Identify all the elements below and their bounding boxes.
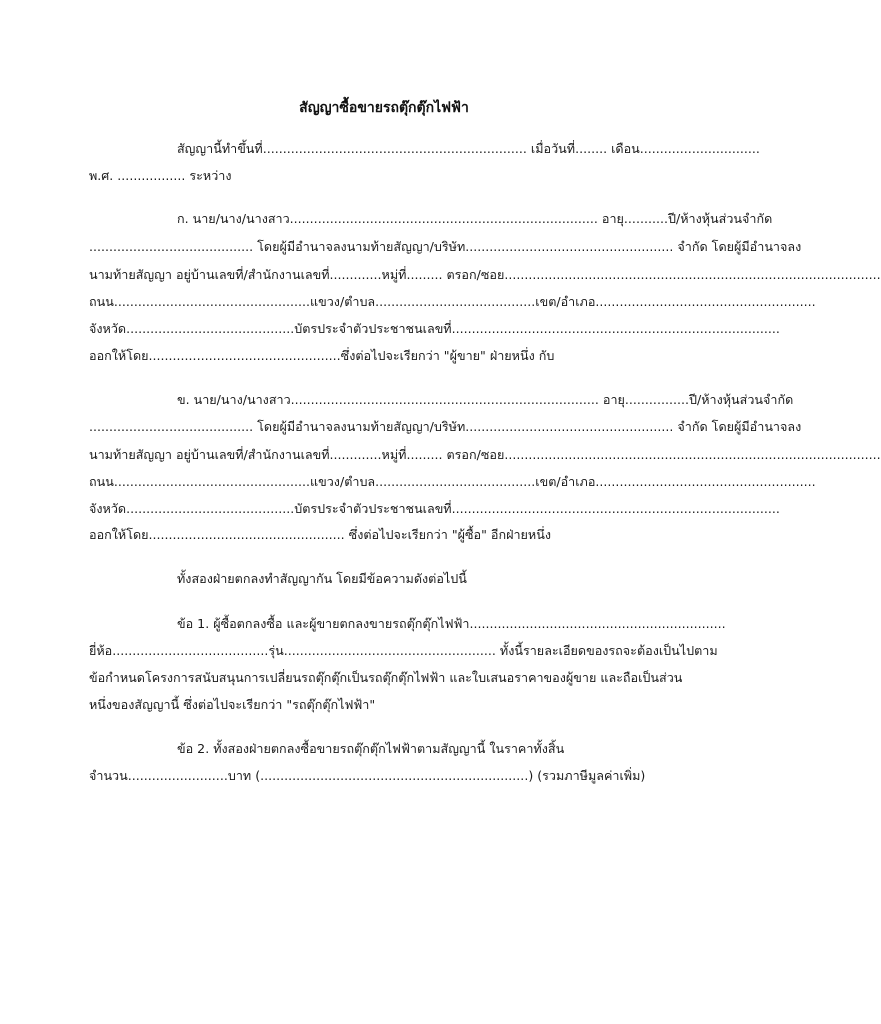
intro-line-2: พ.ศ. ................. ระหว่าง <box>89 168 232 183</box>
clause-1-line-3: ข้อกำหนดโครงการสนับสนุนการเปลี่ยนรถตุ๊กตุ๊กเป็นรถตุ๊กตุ๊กไฟฟ้า และใบเสนอราคาของผู้ขาย และถือเป็นส่วน <box>89 670 683 685</box>
clause-2-line-1: ข้อ 2. ทั้งสองฝ่ายตกลงซื้อขายรถตุ๊กตุ๊กไฟฟ้าตามสัญญานี้ ในราคาทั้งสิ้น <box>177 741 565 756</box>
party-a-line-2: ......................................... โดยผู้มีอำนาจลงนามท้ายสัญญา/บริษัท.................................................... จำกัด โดยผู้มีอำนาจลง <box>89 239 802 254</box>
party-a-line-6: ออกให้โดย................................................ซึ่งต่อไปจะเรียกว่า "ผู้ขาย" ฝ่ายหนึ่ง กับ <box>89 348 555 363</box>
party-b-line-4: ถนน.................................................แขวง/ตำบล........................................เขต/อำเภอ....................................................... <box>89 474 816 489</box>
clause-1-line-1: ข้อ 1. ผู้ซื้อตกลงซื้อ และผู้ขายตกลงขายรถตุ๊กตุ๊กไฟฟ้า................................................................ <box>177 616 726 631</box>
party-b-line-1: ข. นาย/นาง/นางสาว............................................................................. อายุ................ปี/ห้างหุ้นส่วนจำกัด <box>177 392 794 407</box>
document-title: สัญญาซื้อขายรถตุ๊กตุ๊กไฟฟ้า <box>299 100 469 116</box>
clause-2-line-2: จำนวน.........................บาท (...................................................................) (รวมภาษีมูลค่าเพิ่ม) <box>89 768 646 783</box>
party-b-line-6: ออกให้โดย................................................. ซึ่งต่อไปจะเรียกว่า "ผู้ซื้อ" อีกฝ่ายหนึ่ง <box>89 527 551 542</box>
party-b-line-5: จังหวัด..........................................บัตรประจำตัวประชาชนเลขที่.................................................................................. <box>89 501 780 516</box>
clause-1-line-2: ยี่ห้อ.......................................รุ่น..................................................... ทั้งนี้รายละเอียดของรถจะต้องเป็นไปตาม <box>89 643 718 658</box>
party-b-line-3: นามท้ายสัญญา อยู่บ้านเลขที่/สำนักงานเลขที่.............หมู่ที่......... ตรอก/ซอย.............................................................................................. <box>89 447 881 462</box>
party-b-line-2: ......................................... โดยผู้มีอำนาจลงนามท้ายสัญญา/บริษัท.................................................... จำกัด โดยผู้มีอำนาจลง <box>89 419 802 434</box>
clause-1-line-4: หนึ่งของสัญญานี้ ซึ่งต่อไปจะเรียกว่า "รถตุ๊กตุ๊กไฟฟ้า" <box>89 697 376 712</box>
party-a-line-4: ถนน.................................................แขวง/ตำบล........................................เขต/อำเภอ....................................................... <box>89 294 816 309</box>
party-a-line-1: ก. นาย/นาง/นางสาว............................................................................. อายุ...........ปี/ห้างหุ้นส่วนจำกัด <box>177 211 773 226</box>
party-a-line-3: นามท้ายสัญญา อยู่บ้านเลขที่/สำนักงานเลขที่.............หมู่ที่......... ตรอก/ซอย.............................................................................................. <box>89 267 881 282</box>
party-a-line-5: จังหวัด..........................................บัตรประจำตัวประชาชนเลขที่.................................................................................. <box>89 321 780 336</box>
intro-line-1: สัญญานี้ทำขึ้นที่.................................................................. เมื่อวันที่........ เดือน.............................. <box>177 141 760 156</box>
agreement-line: ทั้งสองฝ่ายตกลงทำสัญญากัน โดยมีข้อความดังต่อไปนี้ <box>177 571 467 586</box>
